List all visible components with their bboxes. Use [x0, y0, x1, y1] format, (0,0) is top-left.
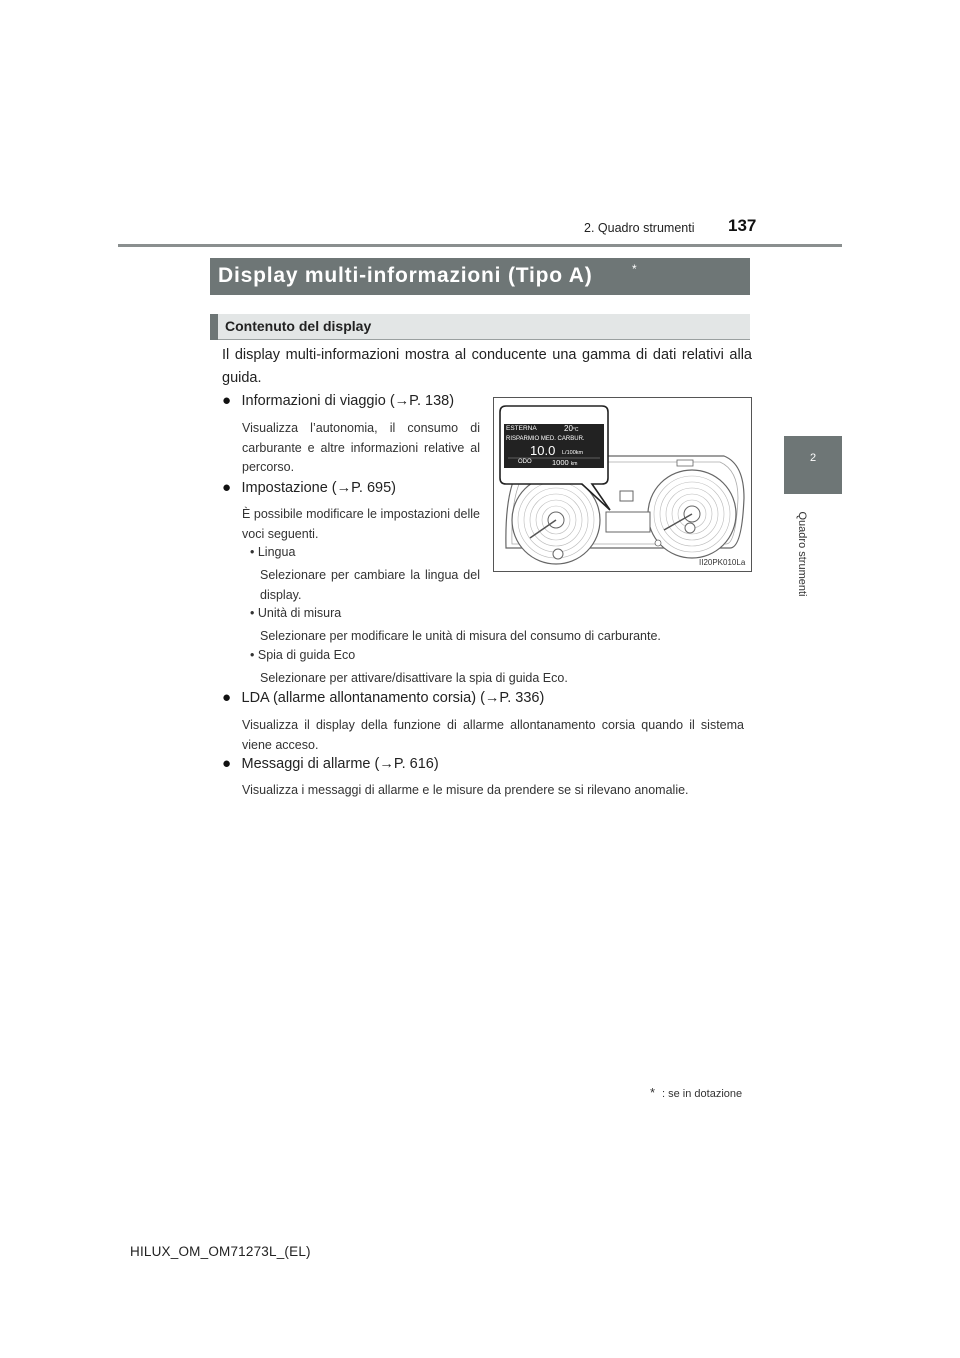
instrument-cluster-illustration — [493, 397, 752, 572]
right-gauge — [648, 470, 736, 558]
sub-item-label: Unità di misura — [257, 606, 342, 620]
list-item — [222, 689, 742, 707]
list-item — [222, 479, 482, 497]
screen-line4-value: 1000 km — [552, 458, 578, 467]
page-number: 137 — [728, 216, 757, 235]
chapter-tab-number: 2 — [809, 452, 817, 464]
screen-line2-label: RISPARMIO MED. CARBUR. — [506, 436, 585, 442]
screen-line3-value: 10.0 — [530, 443, 556, 458]
sub-item: • Lingua — [250, 545, 296, 559]
item-description: È possibile modificare le impostazioni delle voci seguenti. — [242, 507, 480, 541]
item-description: Visualizza l’autonomia, il consumo di carburante e altre informazioni relative al percorso. — [242, 421, 480, 474]
document-code: HILUX_OM_OM71273L_(EL) — [130, 1244, 311, 1259]
bullet-icon: ● — [222, 755, 232, 772]
list-item — [222, 755, 742, 773]
page-title: Display multi-informazioni (Tipo A) — [218, 264, 593, 287]
bullet-icon: ● — [222, 392, 232, 409]
item-heading: LDA (allarme allontanamento corsia) (→P. 336) — [241, 690, 545, 706]
footnote-asterisk: * — [650, 1085, 656, 1100]
item-description: Visualizza il display della funzione di allarme allontanamento corsia quando il sistema viene acceso. — [242, 718, 744, 752]
sub-item-description: Selezionare per modificare le unità di misura del consumo di carburante. — [260, 629, 661, 643]
sub-item-description: Selezionare per cambiare la lingua del display. — [260, 568, 480, 602]
subtitle-accent — [210, 314, 218, 340]
screen-line4-label: ODO — [518, 459, 532, 465]
screen-line1-value: 20°C — [564, 424, 579, 433]
subtitle: Contenuto del display — [225, 318, 372, 334]
indicator-square — [620, 491, 633, 501]
chapter-tab-label: Quadro strumenti — [796, 511, 808, 597]
top-indicator — [677, 460, 693, 466]
sub-item: • Spia di guida Eco — [250, 648, 356, 662]
footnote-text: : se in dotazione — [662, 1088, 743, 1100]
title-asterisk: * — [632, 262, 637, 276]
item-heading: Messaggi di allarme (→P. 616) — [241, 756, 439, 772]
item-heading: Impostazione (→P. 695) — [241, 480, 396, 496]
sub-item-description: Selezionare per attivare/disattivare la spia di guida Eco. — [260, 671, 568, 685]
sub-item: • Unità di misura — [250, 606, 342, 620]
section-title: 2. Quadro strumenti — [584, 221, 695, 235]
small-knob — [655, 540, 661, 546]
center-display — [606, 512, 650, 532]
screen-line3-unit: L/100km — [562, 450, 584, 456]
item-heading: Informazioni di viaggio (→P. 138) — [241, 393, 455, 409]
header-rule — [118, 244, 842, 247]
illustration-code: II20PK010La — [699, 558, 746, 567]
item-description: Visualizza i messaggi di allarme e le misure da prendere se si rilevano anomalie. — [242, 783, 689, 797]
sub-item-label: Lingua — [257, 545, 296, 559]
screen-line1-label: ESTERNA — [506, 425, 537, 432]
instrument-cluster-drawing — [494, 398, 751, 571]
bullet-icon: ● — [222, 479, 232, 496]
bullet-icon: ● — [222, 689, 232, 706]
intro-paragraph: Il display multi-informazioni mostra al conducente una gamma di dati relativi alla guida. — [222, 347, 752, 386]
chapter-tab — [784, 436, 842, 494]
sub-item-label: Spia di guida Eco — [257, 648, 356, 662]
list-item — [222, 392, 482, 410]
